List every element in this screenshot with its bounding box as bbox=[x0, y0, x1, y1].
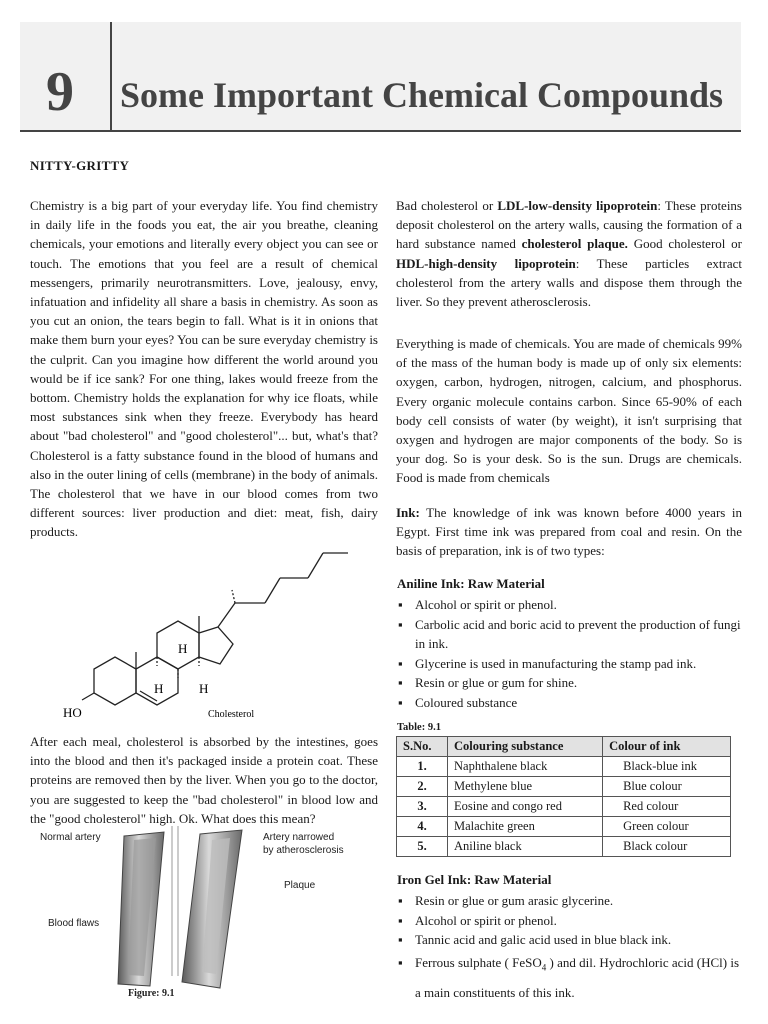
structure-h-right: H bbox=[199, 681, 209, 696]
text-span: Bad cholesterol or bbox=[396, 198, 498, 213]
table-cell: Red colour bbox=[603, 797, 731, 817]
col-header-colour: Colour of ink bbox=[603, 737, 731, 757]
artery-figure bbox=[110, 826, 270, 996]
iron-gel-list bbox=[397, 891, 742, 1006]
label-normal-artery: Normal artery bbox=[40, 832, 101, 843]
chapter-title: Some Important Chemical Compounds bbox=[120, 75, 724, 115]
list-item: ▪ Coloured substance bbox=[397, 693, 742, 713]
col-header-substance: Colouring substance bbox=[448, 737, 603, 757]
list-item: ▪ Resin or glue or gum for shine. bbox=[397, 673, 742, 693]
label-blood-flaws: Blood flaws bbox=[48, 918, 100, 929]
digestion-paragraph: After each meal, cholesterol is absorbed by the intestines, goes into the blood and then it's packaged inside a protein coat. These proteins are removed then by the liver. When you go to the doctor, you are suggested to keep the "bad cholesterol" in blood low and the "good cholesterol" high. Ok. What does this mean? bbox=[30, 734, 378, 826]
table-cell: Eosine and congo red bbox=[448, 797, 603, 817]
header-divider bbox=[110, 22, 112, 132]
text-span: : These proteins deposit cholesterol on the artery walls, causing the formation of a hard substance named bbox=[396, 198, 742, 252]
table-cell: 4. bbox=[397, 817, 448, 837]
list-item bbox=[397, 950, 742, 1007]
ink-term: Ink: bbox=[396, 505, 420, 520]
aniline-heading: Aniline Ink: Raw Material bbox=[397, 576, 545, 591]
structure-caption: Cholesterol bbox=[208, 709, 255, 720]
table-cell: Green colour bbox=[603, 817, 731, 837]
header-rule bbox=[20, 130, 741, 132]
list-item: ▪ Tannic acid and galic acid used in blue black ink. bbox=[397, 930, 742, 950]
table-cell: Blue colour bbox=[603, 777, 731, 797]
chapter-number: 9 bbox=[46, 61, 74, 123]
section-title: NITTY-GRITTY bbox=[30, 158, 130, 173]
hdl-term: HDL-high-density lipoprotein bbox=[396, 255, 576, 271]
list-item: ▪ Glycerine is used in manufacturing the stamp pad ink. bbox=[397, 654, 742, 674]
label-narrowed-1: Artery narrowed bbox=[263, 832, 335, 843]
table-row bbox=[397, 757, 731, 777]
table-cell: Black-blue ink bbox=[603, 757, 731, 777]
table-row bbox=[397, 777, 731, 797]
ldl-term: LDL-low-density lipoprotein bbox=[497, 198, 658, 213]
cholesterol-structure bbox=[60, 548, 360, 726]
structure-h-left: H bbox=[154, 681, 164, 696]
ink-paragraph bbox=[396, 503, 742, 561]
label-plaque: Plaque bbox=[284, 880, 316, 891]
text-span: The knowledge of ink was known before 4000 years in Egypt. First time ink was prepared from coal and resin. On the basis of preparation, ink is of two types: bbox=[396, 505, 742, 559]
list-item: ▪ Alcohol or spirit or phenol. bbox=[397, 595, 742, 615]
table-cell: Aniline black bbox=[448, 837, 603, 857]
list-item: ▪ Alcohol or spirit or phenol. bbox=[397, 911, 742, 931]
table-caption: Table: 9.1 bbox=[397, 722, 441, 733]
list-item: ▪ Resin or glue or gum arasic glycerine. bbox=[397, 891, 742, 911]
table-cell: 1. bbox=[397, 757, 448, 777]
table-cell: Malachite green bbox=[448, 817, 603, 837]
text-span: : These particles extract cholesterol from the artery walls and dispose them through the liver. So they prevent atherosclerosis. bbox=[396, 255, 742, 310]
chemicals-paragraph: Everything is made of chemicals. You are made of chemicals 99% of the mass of the human body is made up of only six elements: oxygen, carbon, hydrogen, nitrogen, calcium, and phosphorus. Every organic molecule contains carbon. Since 65-90% of each body cell consists of water (by weight), it isn't surprising that oxygen and hydrogen are major components of the body. So is your dog. So is your desk. So is the sun. Drugs are chemicals. Food is made from chemicals bbox=[396, 336, 742, 486]
table-header-row bbox=[397, 737, 731, 757]
table-row bbox=[397, 837, 731, 857]
list-item: ▪ Carbolic acid and boric acid to prevent the production of fungi in ink. bbox=[397, 615, 742, 654]
ink-table bbox=[396, 736, 731, 857]
figure-caption: Figure: 9.1 bbox=[128, 988, 175, 999]
label-narrowed-2: by atherosclerosis bbox=[263, 845, 344, 856]
plaque-term: cholesterol plaque. bbox=[521, 236, 628, 252]
table-cell: 2. bbox=[397, 777, 448, 797]
table-row bbox=[397, 817, 731, 837]
chapter-header bbox=[20, 22, 741, 132]
subscript: 4 bbox=[541, 962, 547, 973]
table-cell: Naphthalene black bbox=[448, 757, 603, 777]
table-cell: Black colour bbox=[603, 837, 731, 857]
table-cell: 3. bbox=[397, 797, 448, 817]
table-row bbox=[397, 797, 731, 817]
table-cell: Methylene blue bbox=[448, 777, 603, 797]
intro-paragraph: Chemistry is a big part of your everyday life. You find chemistry in daily life in the foods you eat, the air you breathe, cleaning chemicals, your emotions and literally every object you can see or touch. The emotions that you feel are a result of chemical messengers, primarily neurotransmitters. Love, jealousy, envy, infatuation and infidelity all share a basis in chemistry. As soon as you cut an onion, the tears begin to fall. What is it in onions that make them burn your eyes? You can be sure everyday chemistry is the culprit. Can you imagine how different the world around you would be if ice sank? For one thing, lakes would freeze from the bottom. Chemistry holds the explanation for why ice floats, while most substances sink when they freeze. Everybody has heard about "bad cholesterol" and "good cholesterol"... but, what's that? Cholesterol is a fatty substance found in the blood of humans and also in the outer lining of cells (membrane) in the body of animals. The cholesterol that we have in our blood comes from two different sources: liver production and diet: meat, fish, dairy products. bbox=[30, 198, 378, 540]
cholesterol-paragraph bbox=[396, 196, 742, 311]
iron-gel-heading: Iron Gel Ink: Raw Material bbox=[397, 872, 552, 887]
text-span: Good cholesterol or bbox=[627, 236, 742, 252]
aniline-list bbox=[397, 595, 742, 712]
text-span: ) and dil. Hydrochloric acid (HCl) is a main constituents of this ink. bbox=[415, 954, 740, 1001]
table-cell: 5. bbox=[397, 837, 448, 857]
text-span: Ferrous sulphate ( FeSO bbox=[415, 954, 542, 970]
structure-ho: HO bbox=[63, 705, 82, 720]
structure-h-top: H bbox=[178, 641, 188, 656]
col-header-sno: S.No. bbox=[397, 737, 448, 757]
